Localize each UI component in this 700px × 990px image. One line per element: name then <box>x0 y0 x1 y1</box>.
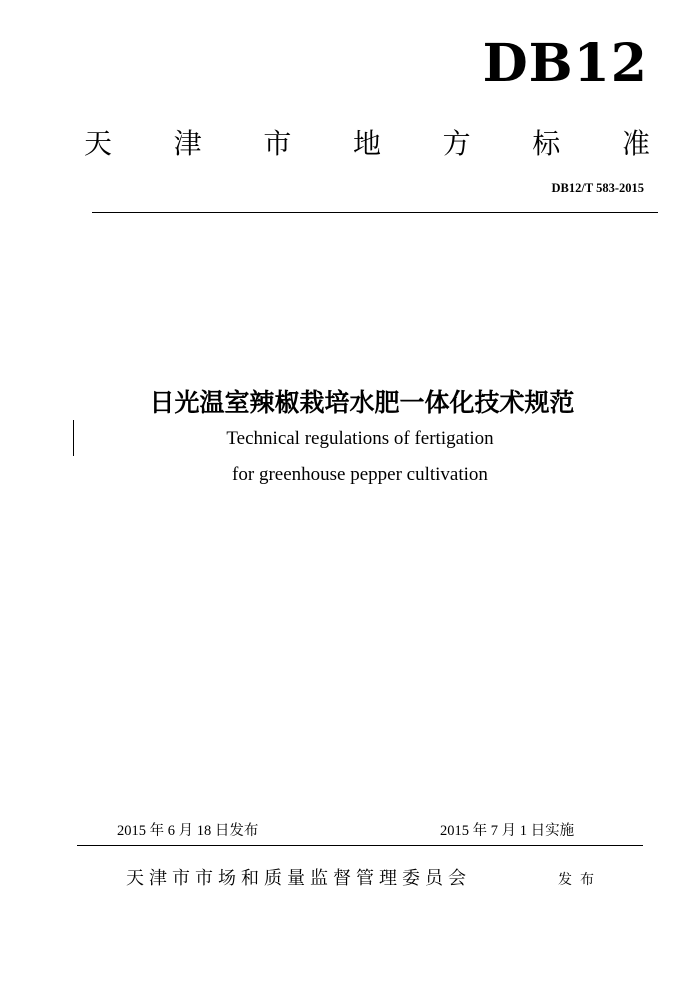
standard-type-char: 标 <box>532 127 561 160</box>
document-title-english-line1: Technical regulations of fertigation <box>226 428 494 449</box>
document-title-chinese: 日光温室辣椒栽培水肥一体化技术规范 <box>149 388 575 417</box>
standard-code-mark: DB12 <box>482 33 648 94</box>
bottom-divider <box>77 845 643 846</box>
standard-type-char: 天 <box>84 127 113 160</box>
standard-type-heading <box>84 127 650 160</box>
implementation-date: 2015 年 7 月 1 日实施 <box>440 823 575 839</box>
standard-type-char: 地 <box>352 127 381 160</box>
top-divider <box>92 212 658 213</box>
publish-label: 发布 <box>558 872 602 888</box>
publisher-name: 天津市市场和质量监督管理委员会 <box>126 868 471 889</box>
standard-type-char: 市 <box>263 127 292 160</box>
standard-type-char: 津 <box>173 127 202 160</box>
standard-type-char: 准 <box>621 127 650 160</box>
issue-date: 2015 年 6 月 18 日发布 <box>117 823 259 839</box>
document-title-english-line2: for greenhouse pepper cultivation <box>232 464 488 485</box>
standard-number: DB12/T 583-2015 <box>551 181 644 195</box>
standard-type-char: 方 <box>442 127 471 160</box>
